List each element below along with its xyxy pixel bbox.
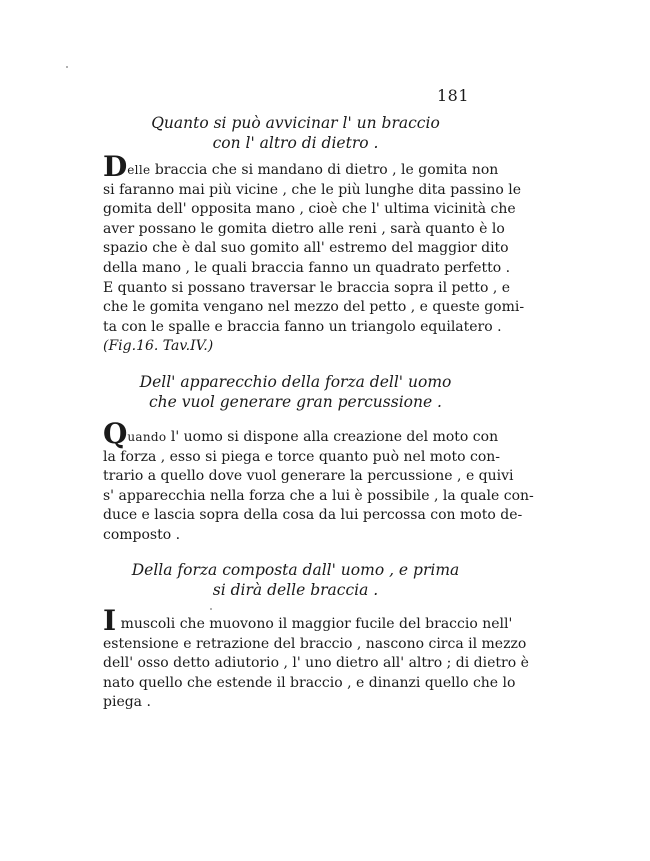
text-line: E quanto si possano traversar le braccia sopra il petto , e <box>103 279 511 296</box>
page-number: 181 <box>437 86 470 105</box>
text-line: nato quello che estende il braccio , e dinanzi quello che lo <box>103 674 516 691</box>
heading-line: con l' altro di dietro . <box>212 134 379 152</box>
text-line: estensione e retrazione del braccio , nascono circa il mezzo <box>103 635 527 652</box>
section-2-paragraph <box>103 417 534 546</box>
text-line: aver possano le gomita dietro alle reni , sarà quanto è lo <box>103 220 505 237</box>
drop-cap: I <box>103 604 117 637</box>
heading-line: che vuol generare gran percussione . <box>149 393 442 411</box>
text-line: duce e lascia sopra della cosa da lui percossa con moto de- <box>103 507 523 524</box>
text-line: muscoli che muovono il maggior fucile del braccio nell' <box>120 616 513 632</box>
section-3-paragraph <box>103 604 529 713</box>
paper-speck <box>210 608 212 610</box>
section-2 <box>103 372 488 412</box>
section-3 <box>103 560 488 600</box>
section-1 <box>103 113 488 153</box>
drop-cap: Q <box>103 417 128 450</box>
text-line: che le gomita vengano nel mezzo del petto , e queste gomi- <box>103 299 525 316</box>
figure-reference: (Fig.16. Tav.IV.) <box>103 338 214 355</box>
text-line: composto . <box>103 526 181 543</box>
heading-line: si dirà delle braccia . <box>212 581 379 599</box>
text-line: si faranno mai più vicine , che le più lunghe dita passino le <box>103 181 522 198</box>
text-line: l' uomo si dispone alla creazione del moto con <box>170 429 499 445</box>
drop-cap-rest: elle <box>127 163 151 177</box>
text-line: ta con le spalle e braccia fanno un triangolo equilatero . <box>103 318 502 335</box>
section-1-paragraph <box>103 150 525 357</box>
heading-line: Quanto si può avvicinar l' un braccio <box>151 114 440 132</box>
text-line: braccia che si mandano di dietro , le gomita non <box>154 162 499 178</box>
section-2-heading <box>103 372 488 412</box>
text-line: della mano , le quali braccia fanno un quadrato perfetto . <box>103 259 511 276</box>
section-1-heading <box>103 113 488 153</box>
text-line: la forza , esso si piega e torce quanto può nel moto con- <box>103 448 500 465</box>
text-line: piega . <box>103 694 151 711</box>
text-line: s' apparecchia nella forza che a lui è possibile , la quale con- <box>103 487 534 504</box>
text-line: dell' osso detto adiutorio , l' uno dietro all' altro ; di dietro è <box>103 655 529 672</box>
paper-speck <box>66 66 68 68</box>
section-3-heading <box>103 560 488 600</box>
drop-cap-rest: uando <box>127 430 167 444</box>
heading-line: Della forza composta dall' uomo , e prima <box>131 561 460 579</box>
text-line: trario a quello dove vuol generare la percussione , e quivi <box>103 468 514 485</box>
text-line: spazio che è dal suo gomito all' estremo del maggior dito <box>103 240 509 257</box>
text-line: gomita dell' opposita mano , cioè che l' ultima vicinità che <box>103 201 516 218</box>
drop-cap: D <box>103 150 128 183</box>
heading-line: Dell' apparecchio della forza dell' uomo <box>139 373 452 391</box>
